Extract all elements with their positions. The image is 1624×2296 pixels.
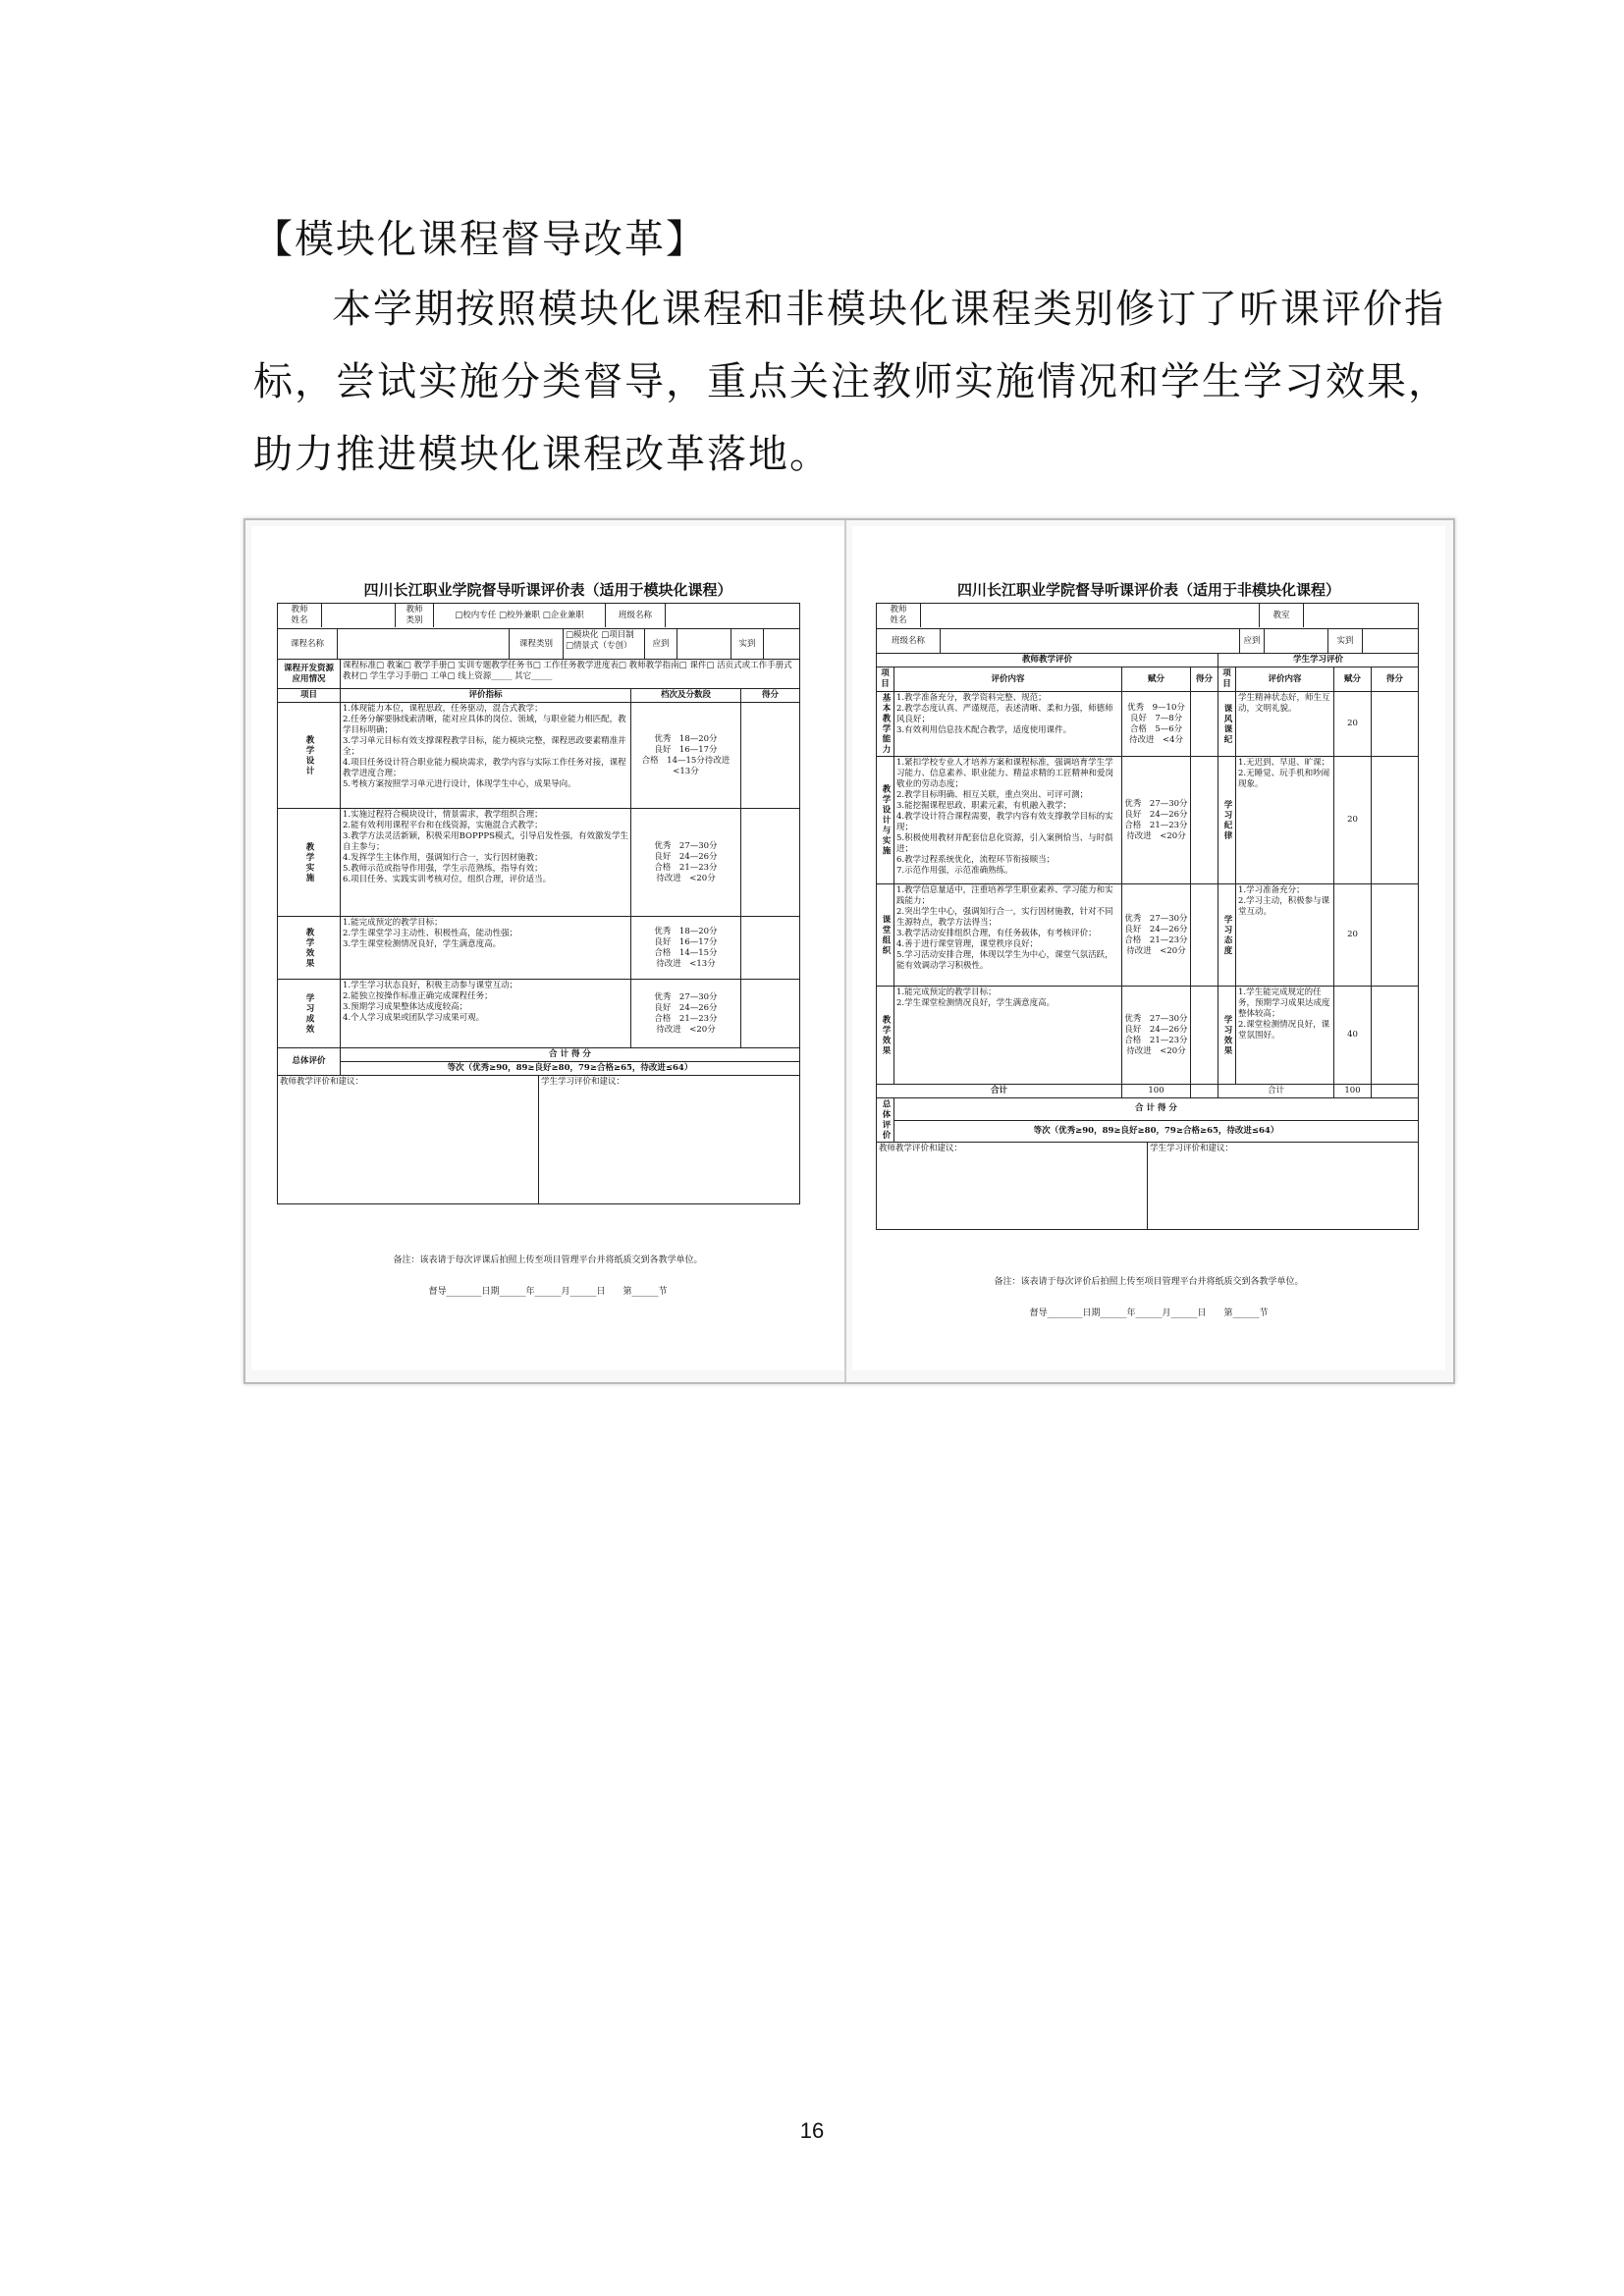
actual-value bbox=[764, 629, 800, 659]
student-section-points: 40 bbox=[1334, 987, 1372, 1085]
subtotal-score-2 bbox=[1372, 1085, 1419, 1098]
page-number: 16 bbox=[799, 2118, 825, 2143]
header-project: 项目 bbox=[877, 667, 894, 692]
section-score bbox=[741, 703, 800, 809]
section-grades: 优秀 27—30分 良好 24—26分 合格 21—23分 待改进 <20分 bbox=[631, 980, 741, 1048]
header-points-2: 赋分 bbox=[1334, 667, 1372, 692]
header-score: 得分 bbox=[1191, 667, 1218, 692]
student-section-name: 学习纪律 bbox=[1218, 757, 1236, 884]
section-score bbox=[741, 809, 800, 917]
form-note: 备注：该表请于每次评价后拍照上传至项目管理平台并将纸质交到各教学单位。 bbox=[994, 1277, 1304, 1287]
overall-label: 总体评价 bbox=[278, 1048, 341, 1076]
section-name: 教学设计与实施 bbox=[877, 757, 894, 884]
section-grades: 优秀 18—20分 良好 16—17分 合格 14—15分待改进 <13分 bbox=[631, 703, 741, 809]
section-grades: 优秀 27—30分 良好 24—26分 合格 21—23分 待改进 <20分 bbox=[631, 809, 741, 917]
section-name: 学习成效 bbox=[278, 980, 341, 1048]
evaluation-forms-figure bbox=[244, 518, 1455, 1384]
actual-label: 实到 bbox=[731, 629, 764, 659]
due-label: 应到 bbox=[645, 629, 677, 659]
section-grades: 优秀 27—30分 良好 24—26分 合格 21—23分 待改进 <20分 bbox=[1122, 884, 1191, 987]
section-grades: 优秀 27—30分 良好 24—26分 合格 21—23分 待改进 <20分 bbox=[1122, 757, 1191, 884]
teacher-name-label: 教师 姓名 bbox=[278, 604, 322, 627]
form-nonmodular-table bbox=[876, 603, 1419, 1230]
group-student: 学生学习评价 bbox=[1218, 654, 1419, 667]
section-items: 1.学生学习状态良好，积极主动参与课堂互动； 2.能独立按操作标准正确完成课程任务； 3.预期学习成果整体达成度较高； 4.个人学习成果或团队学习成果可观。 bbox=[341, 980, 631, 1048]
due-value bbox=[677, 629, 731, 659]
total-label: 合 计 得 分 bbox=[894, 1098, 1419, 1121]
subtotal-value: 100 bbox=[1122, 1085, 1191, 1098]
overall-label: 总体评价 bbox=[877, 1098, 894, 1143]
figure-divider bbox=[844, 520, 846, 1382]
room-value bbox=[1304, 604, 1419, 627]
subtotal-label: 合计 bbox=[877, 1085, 1122, 1098]
section-items: 1.能完成预定的教学目标； 2.学生课堂学习主动性、积极性高，能动性强； 3.学生课堂检测情况良好，学生满意度高。 bbox=[341, 917, 631, 980]
teacher-type-options: □校内专任 □校外兼职 □企业兼职 bbox=[434, 604, 606, 627]
total-label: 合 计 得 分 bbox=[341, 1048, 800, 1062]
actual-value bbox=[1363, 629, 1419, 653]
form-modular-title: 四川长江职业学院督导听课评价表（适用于模块化课程） bbox=[363, 581, 732, 599]
section-items: 1.教学准备充分，教学资料完整、规范； 2.教学态度认真、严谨规范，表述清晰、柔和力强，师德师风良好； 3.有效利用信息技术配合教学，适度使用课件。 bbox=[894, 692, 1122, 757]
section-score bbox=[741, 980, 800, 1048]
due-label: 应到 bbox=[1240, 629, 1265, 653]
section-score bbox=[1191, 884, 1218, 987]
section-name: 教学实施 bbox=[278, 809, 341, 917]
section-grades: 优秀 27—30分 良好 24—26分 合格 21—23分 待改进 <20分 bbox=[1122, 987, 1191, 1085]
form-nonmodular-title: 四川长江职业学院督导听课评价表（适用于非模块化课程） bbox=[956, 581, 1340, 599]
student-section-name: 学习效果 bbox=[1218, 987, 1236, 1085]
student-section-score bbox=[1372, 757, 1419, 884]
student-section-score bbox=[1372, 987, 1419, 1085]
section-name: 教学效果 bbox=[278, 917, 341, 980]
student-section-score bbox=[1372, 884, 1419, 987]
student-advice: 学生学习评价和建议： bbox=[1150, 1144, 1234, 1153]
group-teacher: 教师教学评价 bbox=[877, 654, 1218, 667]
section-name: 基本教学能力 bbox=[877, 692, 894, 757]
header-grades: 档次及分数段 bbox=[631, 689, 741, 703]
student-section-name: 学习态度 bbox=[1218, 884, 1236, 987]
signature-line: 督导________日期______年______月______日 第______节 bbox=[428, 1287, 668, 1297]
section-score bbox=[1191, 757, 1218, 884]
section-items: 1.紧扣学校专业人才培养方案和课程标准，强调培育学生学习能力、信息素养、职业能力、精益求精的工匠精神和爱岗敬业的劳动态度； 2.教学目标明确、相互关联，重点突出、可评可测； 3.能挖掘课程思政、职素元素，有机融入教学； 4.教学设计符合课程需要，教学内容有效支撑教学目标的实现； 5.积极使用教材并配套信息化资源，引入案例恰当、与时俱进； 6.教学过程系统优化，流程环节衔接顺当； 7.示范作用强，示范准确熟练。 bbox=[894, 757, 1122, 884]
class-name-label: 班级名称 bbox=[606, 604, 666, 627]
section-score bbox=[1191, 692, 1218, 757]
actual-label: 实到 bbox=[1328, 629, 1363, 653]
form-modular-table bbox=[277, 603, 800, 1204]
header-project: 项目 bbox=[278, 689, 341, 703]
student-section-points: 20 bbox=[1334, 757, 1372, 884]
section-name: 教学效果 bbox=[877, 987, 894, 1085]
student-section-items: 1.学习准备充分； 2.学习主动，积极参与课堂互动。 bbox=[1236, 884, 1334, 987]
grade-line: 等次（优秀≥90，89≥良好≥80，79≥合格≥65，待改进≤64） bbox=[341, 1062, 800, 1076]
student-section-items: 学生精神状态好，师生互动，文明礼貌。 bbox=[1236, 692, 1334, 757]
section-name: 课堂组织 bbox=[877, 884, 894, 987]
subtotal-label-2: 合计 bbox=[1218, 1085, 1334, 1098]
section-title: 【模块化课程督导改革】 bbox=[253, 217, 707, 262]
resources-text: 课程标准□ 教案□ 教学手册□ 实训专题教学任务书□ 工作任务教学进度表□ 教师教学指南□ 课件□ 活页式或工作手册式教材□ 学生学习手册□ 工单□ 线上资源_____ 其它_____ bbox=[341, 660, 800, 689]
section-items: 1.体现能力本位，课程思政，任务驱动，混合式教学； 2.任务分解要脉线索清晰，能对应具体的岗位、领域，与职业能力相匹配，教学目标明确； 3.学习单元目标有效支撑课程教学目标，能力模块完整，课程思政要素精准并全； 4.项目任务设计符合职业能力模块需求，教学内容与实际工作任务对接，课程教学进度合理； 5.考核方案按照学习单元进行设计，体现学生中心，成果导向。 bbox=[341, 703, 631, 809]
header-content: 评价内容 bbox=[894, 667, 1122, 692]
section-items: 1.能完成预定的教学目标； 2.学生课堂检测情况良好，学生满意度高。 bbox=[894, 987, 1122, 1085]
grade-line: 等次（优秀≥90，89≥良好≥80，79≥合格≥65，待改进≤64） bbox=[894, 1120, 1419, 1143]
teacher-name-label: 教师 姓名 bbox=[877, 604, 921, 627]
header-score-2: 得分 bbox=[1372, 667, 1419, 692]
section-grades: 优秀 9—10分 良好 7—8分 合格 5—6分 待改进 <4分 bbox=[1122, 692, 1191, 757]
due-value bbox=[1265, 629, 1328, 653]
subtotal-value-2: 100 bbox=[1334, 1085, 1372, 1098]
teacher-type-label: 教师 类别 bbox=[396, 604, 434, 627]
class-name-value bbox=[941, 629, 1240, 653]
student-section-points: 20 bbox=[1334, 884, 1372, 987]
section-name: 教学设计 bbox=[278, 703, 341, 809]
subtotal-score bbox=[1191, 1085, 1218, 1098]
room-label: 教室 bbox=[1260, 604, 1304, 627]
paragraph-text: 本学期按照模块化课程和非模块化课程类别修订了听课评价指标，尝试实施分类督导，重点关注教师实施情况和学生学习效果，助力推进模块化课程改革落地。 bbox=[253, 287, 1449, 477]
signature-line: 督导________日期______年______月______日 第______节 bbox=[1029, 1308, 1269, 1318]
course-name-value bbox=[338, 629, 510, 659]
student-section-points: 20 bbox=[1334, 692, 1372, 757]
student-section-score bbox=[1372, 692, 1419, 757]
header-indicators: 评价指标 bbox=[341, 689, 631, 703]
student-section-items: 1.学生能完成规定的任务，预期学习成果达成度整体较高； 2.课堂检测情况良好，课堂氛围好。 bbox=[1236, 987, 1334, 1085]
section-grades: 优秀 18—20分 良好 16—17分 合格 14—15分 待改进 <13分 bbox=[631, 917, 741, 980]
teacher-advice: 教师教学评价和建议： bbox=[877, 1143, 1148, 1229]
form-modular bbox=[251, 526, 844, 1370]
course-name-label: 课程名称 bbox=[278, 629, 338, 659]
class-name-value bbox=[666, 604, 800, 627]
course-type-options: □模块化 □项目制 □情景式（专创） bbox=[564, 629, 645, 659]
section-items: 1.教学信息量适中，注重培养学生职业素养、学习能力和实践能力； 2.突出学生中心，强调知行合一，实行因材施教，针对不同生源特点，教学方法得当； 3.教学活动安排组织合理，有任务载体，有考核评价； 4.善于进行课堂管理，课堂秩序良好； 5.学习活动安排合理，体现以学生为中心，课堂气氛活跃，能有效调动学习积极性。 bbox=[894, 884, 1122, 987]
teacher-advice: 教师教学评价和建议： bbox=[278, 1076, 539, 1203]
teacher-name-value bbox=[921, 604, 1260, 627]
header-score: 得分 bbox=[741, 689, 800, 703]
course-type-label: 课程类别 bbox=[510, 629, 564, 659]
header-content-2: 评价内容 bbox=[1236, 667, 1334, 692]
form-nonmodular bbox=[852, 526, 1445, 1370]
section-items: 1.实施过程符合模块设计，情景需求，教学组织合理； 2.能有效利用课程平台和在线资源，实施混合式教学； 3.教学方法灵活新颖，积极采用BOPPPS模式，引导启发性强，有效激发学生自主参与； 4.发挥学生主体作用，强调知行合一，实行因材施教； 5.教师示范或指导作用强，学生示范熟练，指导有效； 6.项目任务、实践实训考核对位，组织合理，评价适当。 bbox=[341, 809, 631, 917]
student-section-items: 1.无迟到、早退、旷课； 2.无睡觉、玩手机和吵闹现象。 bbox=[1236, 757, 1334, 884]
form-note: 备注：该表请于每次评课后拍照上传至项目管理平台并将纸质交到各教学单位。 bbox=[393, 1255, 703, 1265]
student-section-name: 课风课纪 bbox=[1218, 692, 1236, 757]
section-score bbox=[741, 917, 800, 980]
header-points: 赋分 bbox=[1122, 667, 1191, 692]
resources-label: 课程开发资源应用情况 bbox=[278, 660, 341, 689]
class-name-label: 班级名称 bbox=[877, 629, 941, 653]
student-advice: 学生学习评价和建议： bbox=[541, 1077, 625, 1087]
teacher-name-value bbox=[322, 604, 396, 627]
header-project-2: 项目 bbox=[1218, 667, 1236, 692]
section-score bbox=[1191, 987, 1218, 1085]
body-paragraph bbox=[253, 273, 1471, 491]
